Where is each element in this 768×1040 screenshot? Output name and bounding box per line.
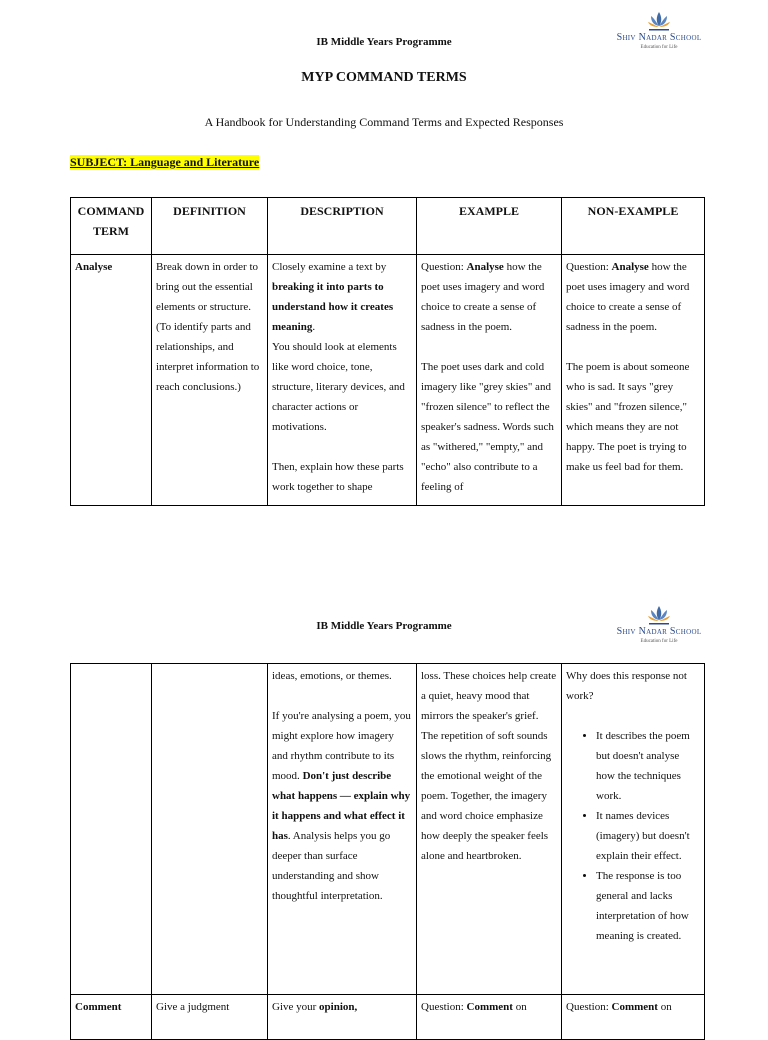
description-cell bbox=[268, 664, 417, 995]
logo-school-name: Shiv Nadar School bbox=[616, 32, 702, 43]
logo-school-name: Shiv Nadar School bbox=[616, 626, 702, 637]
non-example-reasons bbox=[566, 726, 700, 946]
table-header-row bbox=[71, 198, 705, 255]
table-row bbox=[71, 664, 705, 995]
list-item: • It describes the poem but doesn't analyse how the techniques work. bbox=[596, 726, 700, 806]
definition-cell: Break down in order to bring out the essential elements or structure. (To identify parts and relationships, and interpret information to reach conclusions.) bbox=[152, 255, 268, 506]
document-subtitle: A Handbook for Understanding Command Terms and Expected Responses bbox=[204, 115, 564, 129]
school-logo bbox=[614, 10, 704, 51]
non-example-answer: The poem is about someone who is sad. It says "grey skies" and "frozen silence," which means they are not happy. The poet is trying to make us feel bad for them. bbox=[566, 361, 690, 473]
term-cell: Analyse bbox=[71, 255, 152, 506]
example-answer: The poet uses dark and cold imagery like "grey skies" and "frozen silence" to reflect the speaker's sadness. Words such as "withered," "empty," and "echo" also contribute to a feeling of bbox=[421, 361, 554, 493]
command-terms-table bbox=[70, 197, 705, 506]
school-logo bbox=[614, 604, 704, 645]
term-cell: Comment bbox=[71, 995, 152, 1040]
list-item: • It names devices (imagery) but doesn't explain their effect. bbox=[596, 806, 700, 866]
non-example-cell bbox=[562, 664, 705, 995]
definition-cell: Give a judgment bbox=[152, 995, 268, 1040]
subject-heading: SUBJECT: Language and Literature bbox=[70, 155, 260, 169]
description-paragraph: Closely examine a text by breaking it into parts to understand how it creates meaning. bbox=[272, 261, 394, 333]
non-example-question: Question: Analyse how the poet uses imagery and word choice to create a sense of sadness in the poem. bbox=[566, 261, 690, 333]
description-paragraph: If you're analysing a poem, you might explore how imagery and rhythm contribute to its mood. Don't just describe what happens — explain why it happens and what effect it has. Analysis helps you go deeper than surface understanding and show thoughtful interpretation. bbox=[272, 710, 411, 902]
list-item: • The response is too general and lacks interpretation of how meaning is created. bbox=[596, 866, 700, 946]
definition-cell bbox=[152, 664, 268, 995]
example-cell bbox=[417, 255, 562, 506]
term-cell bbox=[71, 664, 152, 995]
non-example-why: Why does this response not work? bbox=[566, 670, 687, 702]
column-header-non-example: NON-EXAMPLE bbox=[562, 198, 705, 255]
non-example-cell: Question: Comment on bbox=[562, 995, 705, 1040]
page-2 bbox=[0, 590, 768, 1024]
description-paragraph: ideas, emotions, or themes. bbox=[272, 670, 392, 682]
description-cell bbox=[268, 255, 417, 506]
document-title: MYP COMMAND TERMS bbox=[301, 70, 467, 85]
programme-header: IB Middle Years Programme bbox=[316, 36, 452, 48]
example-question: Question: Analyse how the poet uses imagery and word choice to create a sense of sadness in the poem. bbox=[421, 261, 545, 333]
programme-header: IB Middle Years Programme bbox=[316, 620, 452, 632]
example-cell: Question: Comment on bbox=[417, 995, 562, 1040]
table-row bbox=[71, 255, 705, 506]
logo-tagline: Education for Life bbox=[640, 45, 678, 50]
lotus-icon bbox=[646, 10, 672, 32]
command-terms-table-continued bbox=[70, 663, 705, 1040]
description-cell: Give your opinion, bbox=[268, 995, 417, 1040]
lotus-icon bbox=[646, 604, 672, 626]
example-answer: loss. These choices help create a quiet, heavy mood that mirrors the speaker's grief. The repetition of soft sounds slows the rhythm, reinforcing the emotional weight of the poem. Together, the imagery and word choice emphasize how deeply the speaker feels alone and heartbroken. bbox=[421, 670, 557, 862]
description-paragraph: You should look at elements like word choice, tone, structure, literary devices, and character actions or motivations. bbox=[272, 341, 405, 433]
logo-tagline: Education for Life bbox=[640, 639, 678, 644]
column-header-example: EXAMPLE bbox=[417, 198, 562, 255]
table-row bbox=[71, 995, 705, 1040]
column-header-command-term: COMMAND TERM bbox=[71, 198, 152, 255]
description-paragraph: Then, explain how these parts work together to shape bbox=[272, 461, 404, 493]
non-example-cell bbox=[562, 255, 705, 506]
example-cell bbox=[417, 664, 562, 995]
column-header-description: DESCRIPTION bbox=[268, 198, 417, 255]
column-header-definition: DEFINITION bbox=[152, 198, 268, 255]
